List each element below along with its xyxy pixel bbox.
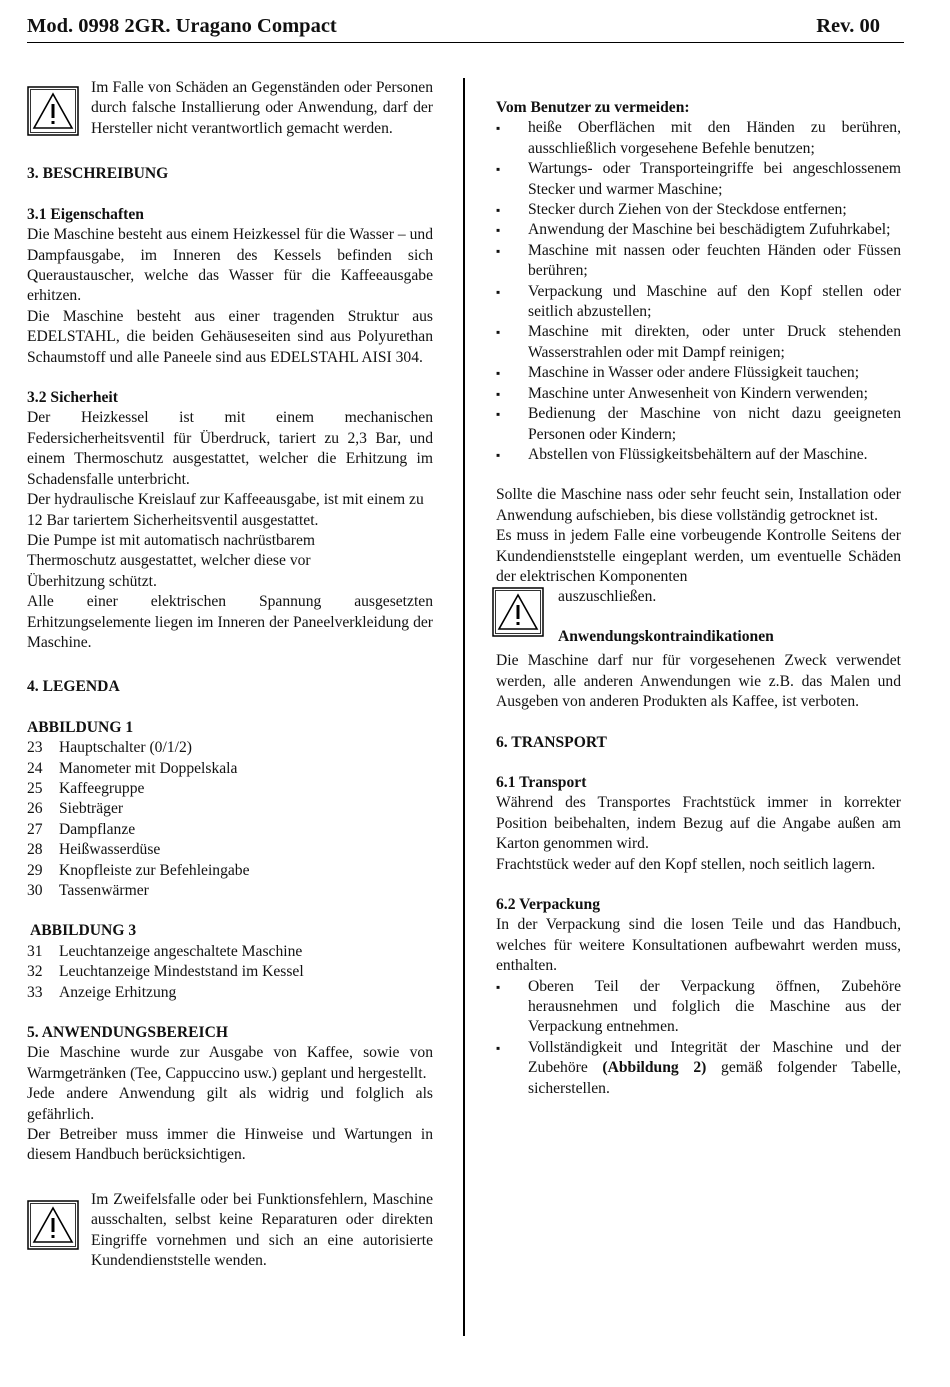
legend-text: Dampflanze (59, 820, 136, 838)
paragraph: Die Pumpe ist mit automatisch nachrüstbarem Thermoschutz ausgestattet, welcher diese vor Überhitzung schützt. (27, 531, 315, 590)
legend-row (27, 820, 433, 840)
list-item-text: Wartungs- oder Transporteingriffe bei angeschlossenem Stecker und warmer Maschine; (528, 160, 901, 198)
legend-text: Leuchtanzeige angeschaltete Maschine (59, 942, 303, 960)
bullet-icon: ▪ (496, 325, 501, 340)
section-3-1-heading: 3.1 Eigenschaften (27, 205, 144, 223)
legend-row (27, 799, 433, 819)
paragraph: Alle einer elektrischen Spannung ausgesetzten Erhitzungselemente liegen im Inneren der Paneelverkleidung der Maschine. (27, 593, 433, 651)
column-divider (463, 78, 465, 1336)
list-item (496, 241, 901, 282)
bullet-icon: ▪ (496, 366, 501, 381)
paragraph: Der Betreiber muss immer die Hinweise und Wartungen in diesem Handbuch berücksichtigen. (27, 1126, 433, 1164)
figure-1-legend (27, 738, 433, 901)
list-item (496, 363, 901, 383)
list-item (496, 1038, 901, 1099)
list-item (496, 282, 901, 323)
list-item-text: Verpackung und Maschine auf den Kopf stellen oder seitlich abzustellen; (528, 282, 901, 321)
legend-number: 23 (27, 739, 43, 757)
legend-number: 28 (27, 841, 43, 859)
list-item (496, 322, 901, 363)
paragraph-end: auszuschließen. (558, 588, 657, 606)
legend-number: 29 (27, 861, 43, 879)
list-item-text: Maschine in Wasser oder andere Flüssigkeit tauchen; (528, 364, 860, 382)
list-item (496, 118, 901, 159)
list-item (496, 220, 901, 240)
legend-text: Kaffeegruppe (59, 779, 145, 797)
paragraph: Die Maschine besteht aus einem Heizkessel für die Wasser – und Dampfausgabe, im Inneren des Kessels befinden sich Queraustauscher, welche das Wasser für die Kaffeeausgabe erhitzen. (27, 226, 433, 305)
list-item-text: Bedienung der Maschine von nicht dazu geeigneten Personen oder Kindern; (528, 405, 901, 443)
section-6-heading: 6. TRANSPORT (496, 733, 607, 751)
list-item (496, 977, 901, 1038)
legend-row (27, 962, 433, 982)
section-3-2-heading: 3.2 Sicherheit (27, 389, 118, 407)
section-4-heading: 4. LEGENDA (27, 678, 120, 696)
legend-text: Hauptschalter (0/1/2) (59, 739, 192, 757)
legend-text: Knopfleiste zur Befehleingabe (59, 861, 250, 879)
list-item (496, 404, 901, 445)
legend-number: 25 (27, 779, 43, 797)
bullet-icon: ▪ (496, 162, 501, 177)
section-6-1-heading: 6.1 Transport (496, 773, 587, 791)
legend-number: 27 (27, 820, 43, 838)
list-item (496, 159, 901, 200)
packaging-list (496, 977, 901, 1099)
paragraph: Sollte die Maschine nass oder sehr feucht sein, Installation oder Anwendung aufschieben, bis diese vollständig getrocknet ist. (496, 486, 901, 524)
list-item-text: Vollständigkeit und Integrität der Maschine und der Zubehöre (528, 1038, 901, 1077)
legend-row (27, 779, 433, 799)
bullet-icon: ▪ (496, 1040, 501, 1055)
bullet-icon: ▪ (496, 407, 501, 422)
list-item (496, 200, 901, 220)
paragraph: Der hydraulische Kreislauf zur Kaffeeausgabe, ist mit einem zu 12 Bar tariertem Sicherheitsventil ausgestattet. (27, 491, 424, 529)
paragraph: Es muss in jedem Falle eine vorbeugende Kontrolle Seitens der Kundendienststelle eingeplant werden, um eventuelle Schäden der elektrischen Komponenten (496, 527, 901, 585)
list-item-text: Oberen Teil der Verpackung öffnen, Zubehöre herausnehmen und folglich die Maschine aus der Verpackung entnehmen. (528, 977, 901, 1036)
bullet-icon: ▪ (496, 223, 501, 238)
legend-number: 24 (27, 759, 43, 777)
legend-row (27, 861, 433, 881)
legend-row (27, 759, 433, 779)
paragraph: Die Maschine besteht aus einer tragenden Struktur aus EDELSTAHL, die beiden Gehäuseseiten sind aus Polyurethan Schaumstoff und alle Paneele sind aus EDELSTAHL AISI 304. (27, 307, 433, 366)
bullet-icon: ▪ (496, 284, 501, 299)
list-item-text: Maschine mit nassen oder feuchten Händen oder Füssen berühren; (528, 241, 901, 280)
list-item-text: Anwendung der Maschine bei beschädigtem Zufuhrkabel; (528, 221, 891, 239)
list-item-text: Maschine unter Anwesenheit von Kindern verwenden; (528, 384, 868, 402)
legend-row (27, 840, 433, 860)
section-5-heading: 5. ANWENDUNGSBEREICH (27, 1024, 229, 1042)
warning-icon (27, 86, 79, 142)
right-column (496, 98, 901, 1099)
legend-number: 30 (27, 882, 43, 899)
figure-3-legend (27, 942, 433, 1003)
warning-icon (27, 1200, 79, 1256)
warning-text-liability: Im Falle von Schäden an Gegenständen oder Personen durch falsche Installierung oder Anwendung, darf der Hersteller nicht verantwortlich gemacht werden. (91, 79, 433, 137)
legend-row (27, 881, 433, 901)
list-item (496, 445, 901, 465)
bullet-icon: ▪ (496, 243, 501, 258)
paragraph: In der Verpackung sind die losen Teile und das Handbuch, welches für weitere Konsultationen aufbewahrt werden muss, enthalten. (496, 916, 901, 975)
figure-reference: (Abbildung 2) (602, 1059, 707, 1077)
bullet-icon: ▪ (496, 386, 501, 401)
paragraph: Während des Transportes Frachtstück immer in korrekter Position beibehalten, indem Bezug auf die Angabe außen am Karton genommen wird. (496, 794, 901, 853)
legend-text: Anzeige Erhitzung (59, 983, 177, 1001)
list-item-text: Abstellen von Flüssigkeitsbehältern auf der Maschine. (528, 445, 868, 463)
legend-number: 32 (27, 963, 43, 981)
model-title: Mod. 0998 2GR. Uragano Compact (27, 15, 337, 37)
paragraph: Frachtstück weder auf den Kopf stellen, noch seitlich lagern. (496, 855, 876, 873)
list-item-text: Stecker durch Ziehen von der Steckdose entfernen; (528, 201, 847, 219)
legend-text: Siebträger (59, 800, 124, 818)
avoid-list (496, 118, 901, 465)
warning-text-malfunction: Im Zweifelsfalle oder bei Funktionsfehlern, Maschine ausschalten, selbst keine Reparaturen oder direkten Eingriffe vornehmen und sich an eine autorisierte Kundendienststelle wenden. (91, 1190, 433, 1270)
legend-text: Heißwasserdüse (59, 841, 161, 859)
contraindication-heading: Anwendungskontraindikationen (558, 628, 774, 646)
bullet-icon: ▪ (496, 447, 501, 462)
paragraph: Die Maschine darf nur für vorgesehenen Zweck verwendet werden, alle anderen Anwendungen wie z.B. das Malen und Ausgeben von anderen Produkten als Kaffee, ist verboten. (496, 652, 901, 711)
legend-number: 33 (27, 983, 43, 1001)
list-item-text: gemäß folgender Tabelle, sicherstellen. (528, 1059, 901, 1097)
list-item-text: heiße Oberflächen mit den Händen zu berühren, ausschließlich vorgesehene Befehle benutzen; (528, 119, 901, 157)
bullet-icon: ▪ (496, 121, 501, 136)
left-column (27, 78, 433, 1272)
legend-text: Manometer mit Doppelskala (59, 759, 238, 777)
bullet-icon: ▪ (496, 979, 501, 994)
page-header (27, 12, 904, 43)
figure-3-heading: ABBILDUNG 3 (30, 922, 137, 940)
legend-text: Leuchtanzeige Mindeststand im Kessel (59, 963, 304, 981)
legend-number: 31 (27, 942, 43, 960)
avoid-heading: Vom Benutzer zu vermeiden: (496, 99, 690, 116)
paragraph: Der Heizkessel ist mit einem mechanischen Federsicherheitsventil für Überdruck, tariert zu 2,3 Bar, und einem Thermoschutz ausgestattet, welcher die Erhitzung im Schadensfalle unterbricht. (27, 409, 433, 488)
section-6-2-heading: 6.2 Verpackung (496, 896, 600, 913)
list-item-text: Maschine mit direkten, oder unter Druck stehenden Wasserstrahlen oder mit Dampf reinigen; (528, 323, 901, 361)
figure-1-heading: ABBILDUNG 1 (27, 718, 134, 736)
list-item (496, 384, 901, 404)
paragraph: Die Maschine wurde zur Ausgabe von Kaffee, sowie von Warmgetränken (Tee, Cappuccino usw.) geplant und hergestellt. (27, 1044, 433, 1082)
warning-icon (492, 587, 544, 643)
paragraph: Jede andere Anwendung gilt als widrig und folglich als gefährlich. (27, 1085, 433, 1123)
legend-row (27, 942, 433, 962)
contraindication-block (496, 587, 901, 651)
section-3-heading: 3. BESCHREIBUNG (27, 165, 169, 183)
revision-label: Rev. 00 (816, 15, 880, 37)
legend-number: 26 (27, 800, 43, 818)
bullet-icon: ▪ (496, 203, 501, 218)
legend-row (27, 738, 433, 758)
legend-row (27, 983, 433, 1003)
legend-text: Tassenwärmer (59, 882, 149, 899)
